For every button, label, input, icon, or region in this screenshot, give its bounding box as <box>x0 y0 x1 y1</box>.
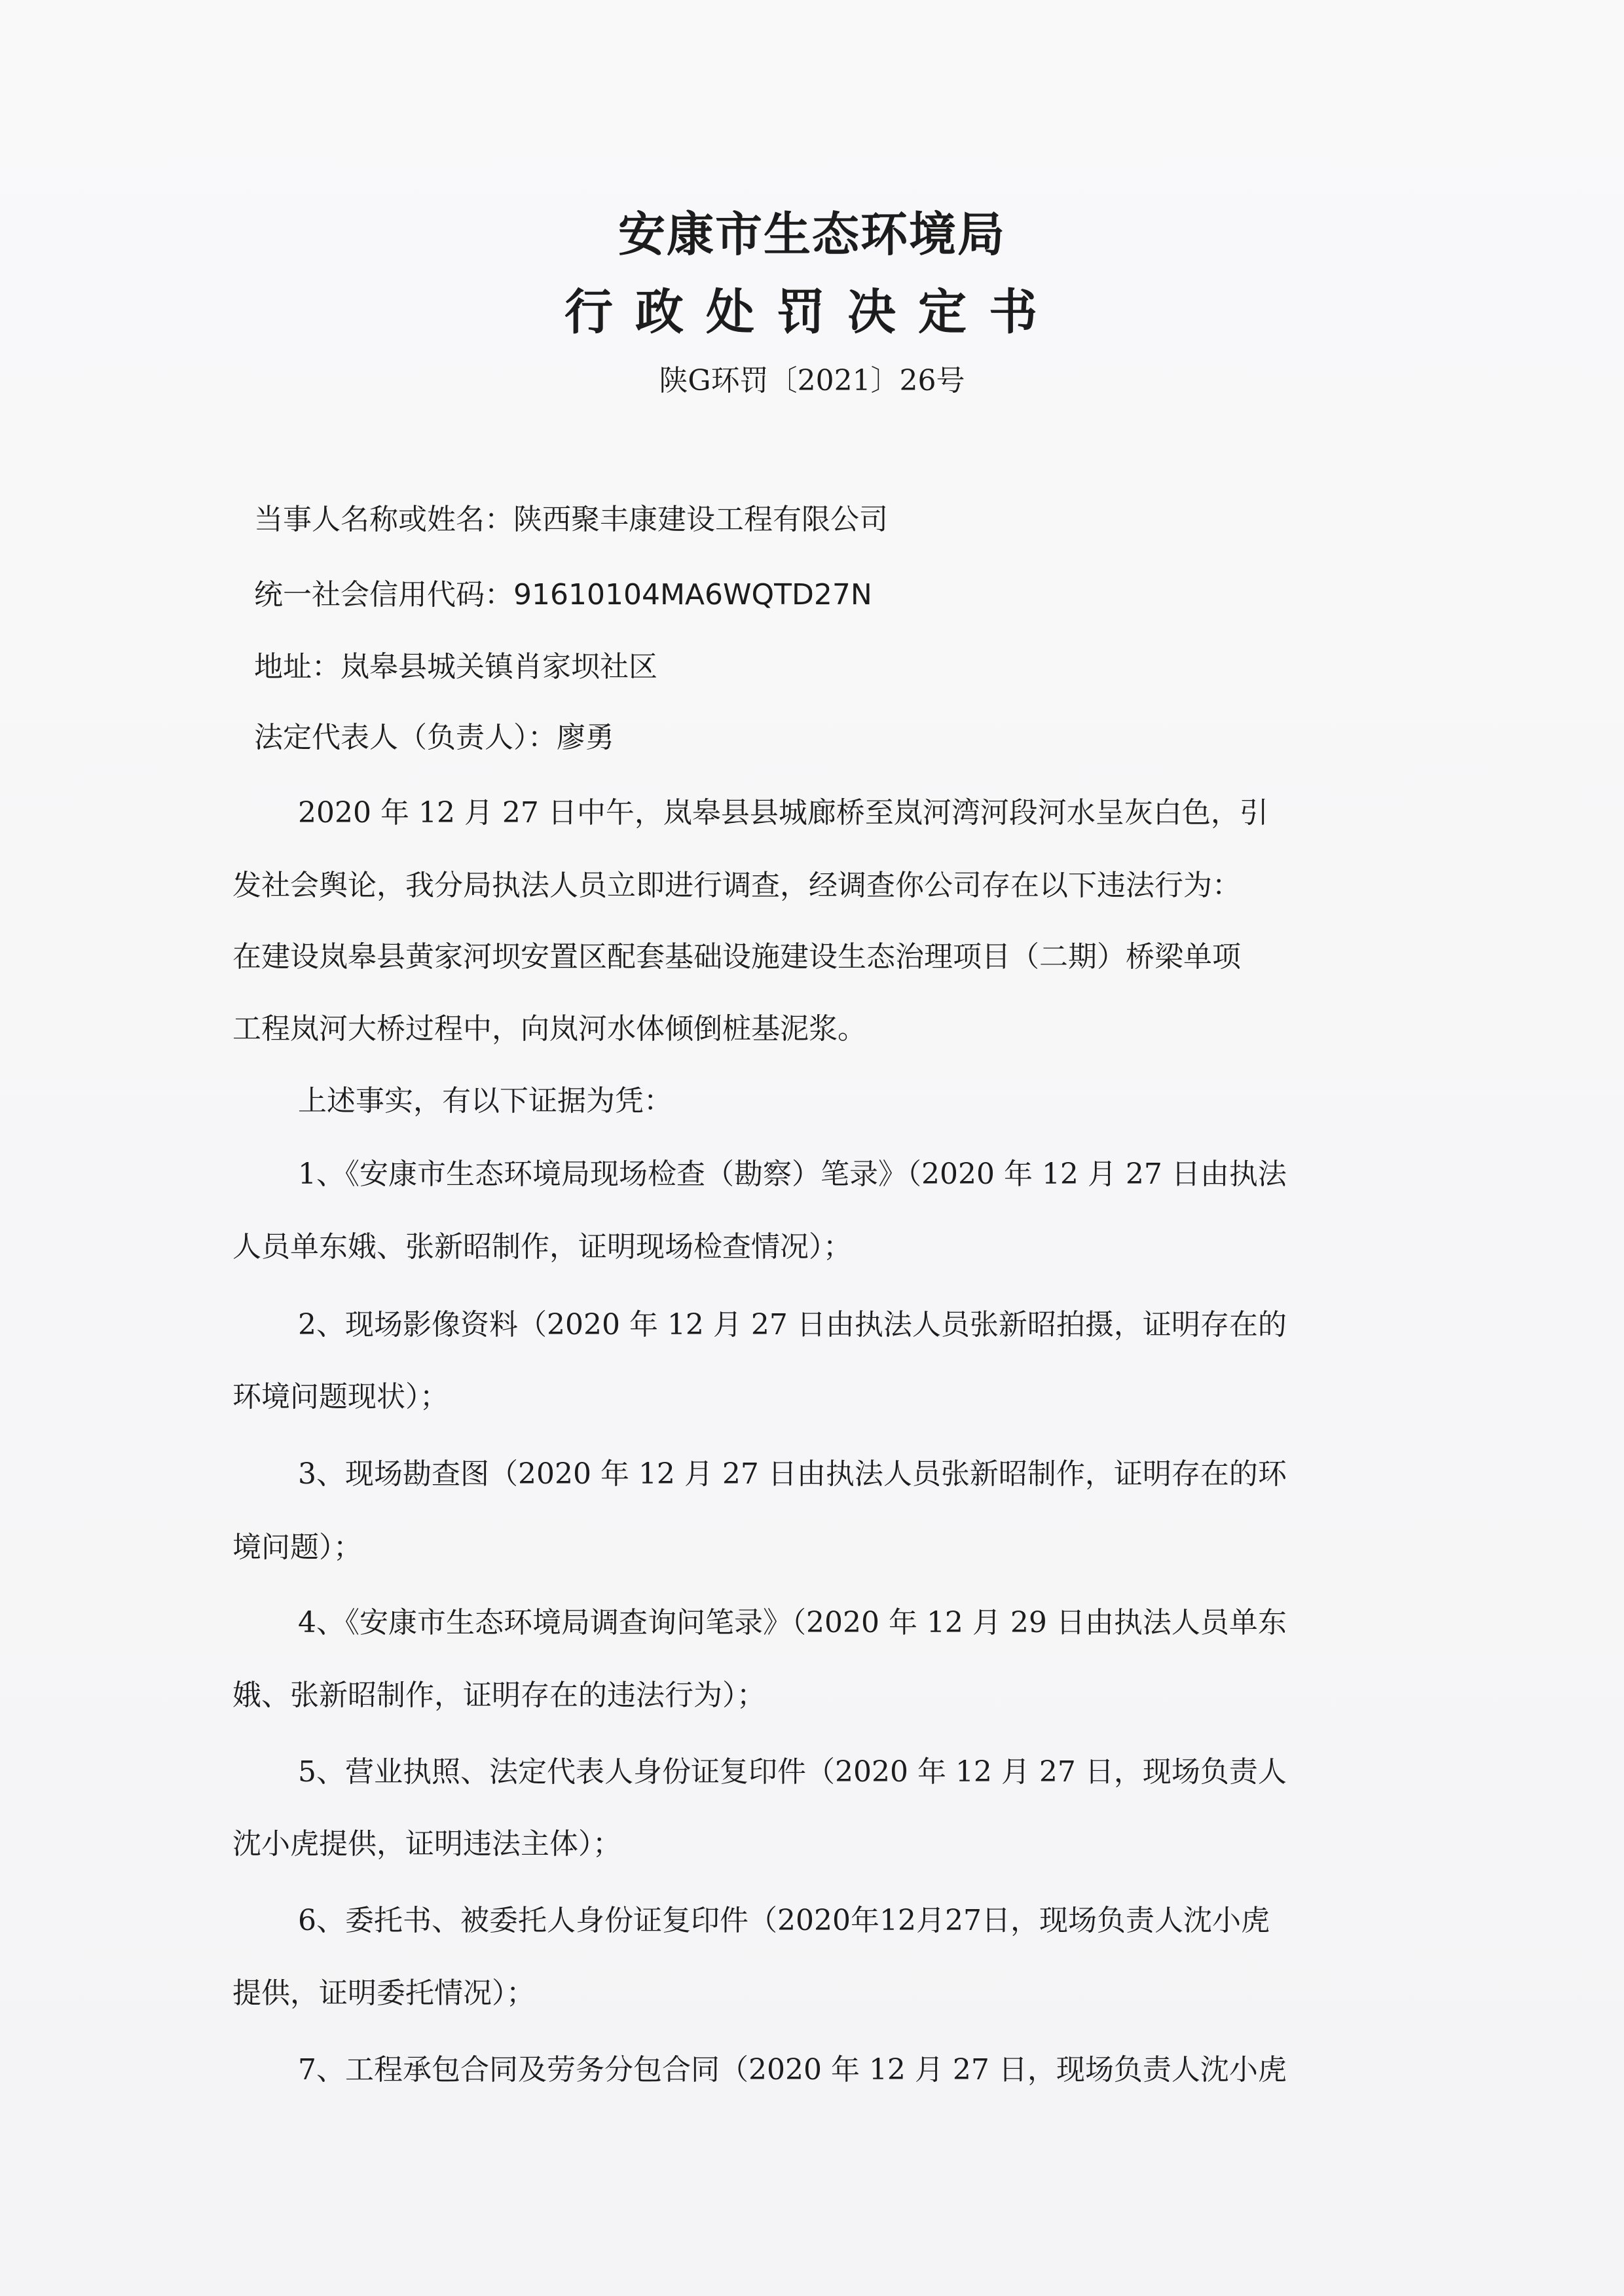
evidence-item-line: 1、《安康市生态环境局现场检查（勘察）笔录》（2020 年 12 月 27 日由执法 <box>298 1157 1287 1191</box>
evidence-item-line: 沈小虎提供，证明违法主体）； <box>232 1827 621 1861</box>
evidence-item-line: 5、营业执照、法定代表人身份证复印件（2020 年 12 月 27 日，现场负责人 <box>298 1755 1287 1789</box>
facts-line: 发社会舆论，我分局执法人员立即进行调查，经调查你公司存在以下违法行为： <box>232 869 1241 902</box>
credit-code-label: 统一社会信用代码： <box>254 578 513 611</box>
org-title: 安康市生态环境局 <box>618 207 1006 262</box>
address-value: 岚皋县城关镇肖家坝社区 <box>341 650 657 683</box>
evidence-intro: 上述事实，有以下证据为凭： <box>298 1084 673 1118</box>
document-number: 陕G环罚〔2021〕26号 <box>659 364 965 397</box>
evidence-item-line: 7、工程承包合同及劳务分包合同（2020 年 12 月 27 日，现场负责人沈小虎 <box>298 2053 1287 2086</box>
evidence-item-line: 娥、张新昭制作，证明存在的违法行为）； <box>232 1679 766 1712</box>
legal-rep-value: 廖勇 <box>557 721 614 754</box>
address-row <box>254 643 657 685</box>
evidence-item-line: 2、现场影像资料（2020 年 12 月 27 日由执法人员张新昭拍摄，证明存在的 <box>298 1308 1287 1341</box>
evidence-item-line: 4、《安康市生态环境局调查询问笔录》（2020 年 12 月 29 日由执法人员单东 <box>298 1606 1287 1639</box>
address-label: 地址： <box>254 650 341 683</box>
credit-code-value: 91610104MA6WQTD27N <box>513 578 872 611</box>
party-name-label: 当事人名称或姓名： <box>254 503 513 536</box>
facts-line: 工程岚河大桥过程中，向岚河水体倾倒桩基泥浆。 <box>232 1012 866 1046</box>
legal-rep-label: 法定代表人（负责人）： <box>254 721 557 754</box>
legal-rep-row <box>254 714 614 756</box>
document-type-title: 行政处罚决定书 <box>564 284 1060 340</box>
evidence-item-line: 人员单东娥、张新昭制作，证明现场检查情况）； <box>232 1230 852 1264</box>
party-name-value: 陕西聚丰康建设工程有限公司 <box>513 503 888 536</box>
credit-code-row <box>254 571 872 613</box>
evidence-item-line: 3、现场勘查图（2020 年 12 月 27 日由执法人员张新昭制作，证明存在的环 <box>298 1457 1287 1491</box>
evidence-item-line: 境问题）； <box>232 1531 362 1564</box>
evidence-item-line: 6、委托书、被委托人身份证复印件（2020年12月27日，现场负责人沈小虎 <box>298 1904 1270 1937</box>
facts-line: 在建设岚皋县黄家河坝安置区配套基础设施建设生态治理项目（二期）桥梁单项 <box>232 940 1241 974</box>
evidence-item-line: 环境问题现状）； <box>232 1380 449 1413</box>
party-name-row <box>254 496 888 538</box>
evidence-item-line: 提供，证明委托情况）； <box>232 1977 535 2010</box>
facts-line: 2020 年 12 月 27 日中午，岚皋县县城廊桥至岚河湾河段河水呈灰白色，引 <box>298 796 1268 829</box>
